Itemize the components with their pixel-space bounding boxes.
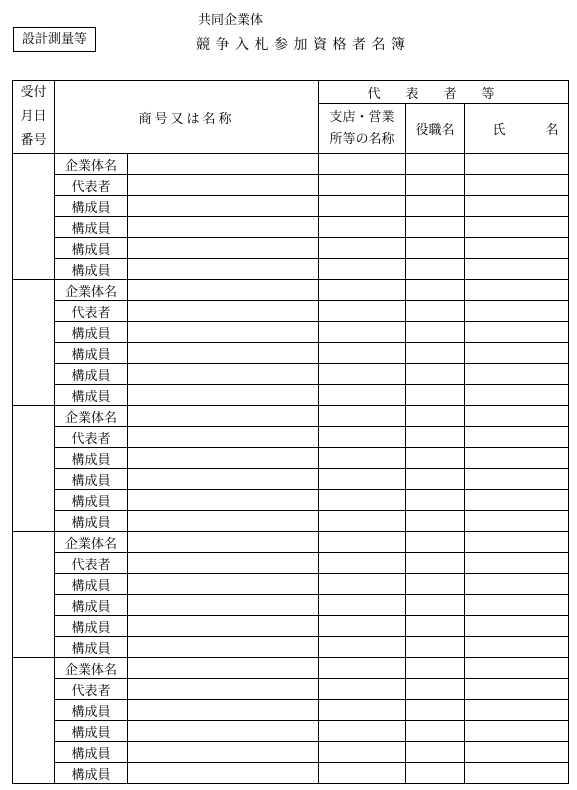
person-name-cell[interactable] [465, 259, 569, 280]
table-row [13, 532, 569, 553]
row-label: 代表者 [55, 553, 128, 574]
table-row [13, 196, 569, 217]
receipt-header-line: 受付 [20, 85, 47, 100]
row-label: 構成員 [55, 637, 128, 658]
row-label: 構成員 [55, 490, 128, 511]
branch-cell[interactable] [319, 175, 406, 196]
position-cell[interactable] [406, 637, 465, 658]
position-cell[interactable] [406, 196, 465, 217]
branch-cell[interactable] [319, 469, 406, 490]
bidder-roster-table [12, 80, 569, 784]
person-name-cell[interactable] [465, 217, 569, 238]
representative-header: 代表者等 [319, 81, 569, 104]
position-cell[interactable] [406, 700, 465, 721]
person-name-cell[interactable] [465, 532, 569, 553]
person-name-cell[interactable] [465, 301, 569, 322]
branch-cell[interactable] [319, 658, 406, 679]
position-cell[interactable] [406, 448, 465, 469]
company-name-cell[interactable] [128, 763, 319, 784]
row-label: 構成員 [55, 700, 128, 721]
person-name-cell[interactable] [465, 196, 569, 217]
table-row [13, 301, 569, 322]
company-name-cell[interactable] [128, 196, 319, 217]
company-name-cell[interactable] [128, 280, 319, 301]
receipt-cell[interactable] [13, 406, 55, 532]
person-name-cell[interactable] [465, 700, 569, 721]
position-cell[interactable] [406, 616, 465, 637]
position-cell[interactable] [406, 217, 465, 238]
branch-cell[interactable] [319, 196, 406, 217]
branch-cell[interactable] [319, 700, 406, 721]
position-cell[interactable] [406, 595, 465, 616]
row-label: 構成員 [55, 217, 128, 238]
position-cell[interactable] [406, 322, 465, 343]
branch-cell[interactable] [319, 448, 406, 469]
company-name-cell[interactable] [128, 616, 319, 637]
table-row [13, 238, 569, 259]
position-cell[interactable] [406, 763, 465, 784]
table-row [13, 658, 569, 679]
person-name-cell[interactable] [465, 742, 569, 763]
branch-cell[interactable] [319, 301, 406, 322]
company-name-cell[interactable] [128, 553, 319, 574]
table-row [13, 322, 569, 343]
position-cell[interactable] [406, 490, 465, 511]
table-row [13, 490, 569, 511]
position-cell[interactable] [406, 742, 465, 763]
table-row [13, 364, 569, 385]
company-name-cell[interactable] [128, 175, 319, 196]
row-label: 構成員 [55, 721, 128, 742]
branch-cell[interactable] [319, 406, 406, 427]
row-label: 構成員 [55, 385, 128, 406]
table-row [13, 637, 569, 658]
row-label: 企業体名 [55, 406, 128, 427]
receipt-header [13, 81, 55, 154]
branch-cell[interactable] [319, 637, 406, 658]
company-name-cell[interactable] [128, 259, 319, 280]
table-row [13, 469, 569, 490]
table-row [13, 427, 569, 448]
person-name-cell[interactable] [465, 322, 569, 343]
table-row [13, 595, 569, 616]
surname-header: 氏 [492, 123, 506, 139]
table-row [13, 406, 569, 427]
row-label: 構成員 [55, 616, 128, 637]
person-name-cell[interactable] [465, 679, 569, 700]
person-name-cell[interactable] [465, 616, 569, 637]
receipt-header-line: 月日 [20, 109, 47, 124]
person-name-cell[interactable] [465, 574, 569, 595]
row-label: 構成員 [55, 574, 128, 595]
table-row [13, 721, 569, 742]
person-name-cell[interactable] [465, 490, 569, 511]
given-name-header: 名 [545, 123, 559, 139]
position-cell[interactable] [406, 301, 465, 322]
person-name-cell[interactable] [465, 637, 569, 658]
position-cell[interactable] [406, 679, 465, 700]
position-cell[interactable] [406, 721, 465, 742]
company-name-cell[interactable] [128, 637, 319, 658]
table-row [13, 154, 569, 175]
company-name-cell[interactable] [128, 700, 319, 721]
row-label: 代表者 [55, 679, 128, 700]
company-name-cell[interactable] [128, 322, 319, 343]
position-cell[interactable] [406, 259, 465, 280]
company-name-cell[interactable] [128, 343, 319, 364]
branch-cell[interactable] [319, 490, 406, 511]
company-name-cell[interactable] [128, 238, 319, 259]
table-row [13, 742, 569, 763]
table-row [13, 448, 569, 469]
roster-body [13, 154, 569, 784]
company-name-header: 商号又は名称 [55, 81, 319, 154]
position-cell[interactable] [406, 532, 465, 553]
position-cell[interactable] [406, 574, 465, 595]
position-cell[interactable] [406, 280, 465, 301]
person-name-cell[interactable] [465, 469, 569, 490]
position-cell[interactable] [406, 469, 465, 490]
person-name-cell[interactable] [465, 364, 569, 385]
row-label: 企業体名 [55, 154, 128, 175]
row-label: 代表者 [55, 427, 128, 448]
branch-header-line: 支店・営業 [329, 109, 395, 125]
branch-cell[interactable] [319, 574, 406, 595]
table-row [13, 553, 569, 574]
position-cell[interactable] [406, 427, 465, 448]
company-name-cell[interactable] [128, 490, 319, 511]
company-name-cell[interactable] [128, 385, 319, 406]
position-cell[interactable] [406, 175, 465, 196]
branch-cell[interactable] [319, 532, 406, 553]
row-label: 代表者 [55, 175, 128, 196]
company-name-cell[interactable] [128, 364, 319, 385]
company-name-cell[interactable] [128, 511, 319, 532]
company-name-cell[interactable] [128, 595, 319, 616]
branch-cell[interactable] [319, 595, 406, 616]
receipt-cell[interactable] [13, 532, 55, 658]
person-name-cell[interactable] [465, 763, 569, 784]
position-cell[interactable] [406, 406, 465, 427]
row-label: 構成員 [55, 448, 128, 469]
row-label: 企業体名 [55, 658, 128, 679]
company-name-cell[interactable] [128, 427, 319, 448]
table-row [13, 763, 569, 784]
receipt-header-line: 番号 [20, 133, 47, 148]
position-cell[interactable] [406, 511, 465, 532]
table-row [13, 217, 569, 238]
table-row [13, 679, 569, 700]
branch-cell[interactable] [319, 385, 406, 406]
company-name-cell[interactable] [128, 742, 319, 763]
person-name-cell[interactable] [465, 511, 569, 532]
table-row [13, 343, 569, 364]
position-cell[interactable] [406, 553, 465, 574]
category-stamp: 設計測量等 [13, 27, 96, 52]
table-row [13, 700, 569, 721]
person-name-cell[interactable] [465, 238, 569, 259]
table-row [13, 259, 569, 280]
row-label: 企業体名 [55, 532, 128, 553]
person-name-cell[interactable] [465, 658, 569, 679]
row-label: 構成員 [55, 595, 128, 616]
row-label: 構成員 [55, 511, 128, 532]
branch-cell[interactable] [319, 364, 406, 385]
position-cell[interactable] [406, 238, 465, 259]
branch-cell[interactable] [319, 721, 406, 742]
position-cell[interactable] [406, 154, 465, 175]
receipt-cell[interactable] [13, 658, 55, 784]
row-label: 構成員 [55, 259, 128, 280]
position-cell[interactable] [406, 343, 465, 364]
table-row [13, 280, 569, 301]
row-label: 構成員 [55, 343, 128, 364]
row-label: 企業体名 [55, 280, 128, 301]
company-name-cell[interactable] [128, 532, 319, 553]
person-name-cell[interactable] [465, 448, 569, 469]
position-cell[interactable] [406, 364, 465, 385]
person-name-cell[interactable] [465, 154, 569, 175]
position-cell[interactable] [406, 658, 465, 679]
joint-venture-label: 共同企業体 [198, 13, 264, 28]
row-label: 構成員 [55, 364, 128, 385]
person-name-header [465, 104, 569, 154]
branch-cell[interactable] [319, 238, 406, 259]
row-label: 構成員 [55, 469, 128, 490]
branch-cell[interactable] [319, 553, 406, 574]
row-label: 構成員 [55, 196, 128, 217]
branch-cell[interactable] [319, 280, 406, 301]
company-name-cell[interactable] [128, 406, 319, 427]
row-label: 構成員 [55, 763, 128, 784]
document-title: 競争入札参加資格者名簿 [196, 37, 411, 53]
person-name-cell[interactable] [465, 406, 569, 427]
table-row [13, 511, 569, 532]
branch-header-line: 所等の名称 [329, 131, 395, 147]
row-label: 構成員 [55, 322, 128, 343]
branch-cell[interactable] [319, 763, 406, 784]
branch-cell[interactable] [319, 427, 406, 448]
branch-cell[interactable] [319, 322, 406, 343]
company-name-cell[interactable] [128, 469, 319, 490]
person-name-cell[interactable] [465, 721, 569, 742]
row-label: 代表者 [55, 301, 128, 322]
person-name-cell[interactable] [465, 427, 569, 448]
table-row [13, 175, 569, 196]
branch-cell[interactable] [319, 679, 406, 700]
person-name-cell[interactable] [465, 280, 569, 301]
branch-cell[interactable] [319, 511, 406, 532]
branch-cell[interactable] [319, 343, 406, 364]
company-name-cell[interactable] [128, 679, 319, 700]
branch-cell[interactable] [319, 217, 406, 238]
company-name-cell[interactable] [128, 658, 319, 679]
company-name-cell[interactable] [128, 301, 319, 322]
row-label: 構成員 [55, 742, 128, 763]
person-name-cell[interactable] [465, 175, 569, 196]
receipt-cell[interactable] [13, 154, 55, 280]
branch-cell[interactable] [319, 154, 406, 175]
row-label: 構成員 [55, 238, 128, 259]
branch-cell[interactable] [319, 742, 406, 763]
position-cell[interactable] [406, 385, 465, 406]
position-header: 役職名 [406, 104, 465, 154]
person-name-cell[interactable] [465, 553, 569, 574]
table-row [13, 385, 569, 406]
branch-cell[interactable] [319, 259, 406, 280]
branch-header [319, 104, 406, 154]
person-name-cell[interactable] [465, 343, 569, 364]
company-name-cell[interactable] [128, 448, 319, 469]
company-name-cell[interactable] [128, 574, 319, 595]
person-name-cell[interactable] [465, 595, 569, 616]
company-name-cell[interactable] [128, 217, 319, 238]
table-row [13, 574, 569, 595]
company-name-cell[interactable] [128, 154, 319, 175]
company-name-cell[interactable] [128, 721, 319, 742]
receipt-cell[interactable] [13, 280, 55, 406]
person-name-cell[interactable] [465, 385, 569, 406]
table-row [13, 616, 569, 637]
branch-cell[interactable] [319, 616, 406, 637]
